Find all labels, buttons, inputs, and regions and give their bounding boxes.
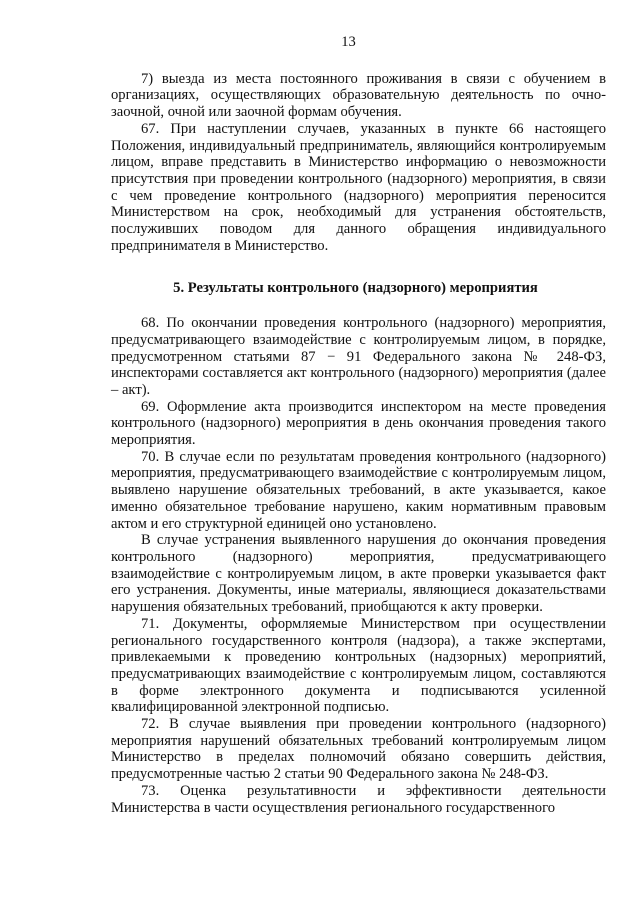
- paragraph-70: 70. В случае если по результатам проведения контрольного (надзорного) мероприятия, предусматривающего взаимодействие с контролируемым лицом, выявлено нарушение обязательных требований, в акте указывается, какое именно обязательное требование нарушено, каким нормативным правовым актом и его структурной единицей оно установлено.: [111, 448, 606, 532]
- paragraph-68: 68. По окончании проведения контрольного (надзорного) мероприятия, предусматривающего взаимодействие с контролируемым лицом, в порядке, предусмотренном статьями 87 − 91 Федерального закона № 248-ФЗ, инспекторами составляется акт контрольного (надзорного) мероприятия (далее – акт).: [111, 315, 606, 398]
- paragraph-67: 67. При наступлении случаев, указанных в пункте 66 настоящего Положения, индивидуальный предприниматель, являющийся контролируемым лицом, вправе представить в Министерство информацию о невозможности присутствия при проведении контрольного (надзорного) мероприятия, в связи с чем проведение контрольного (надзорного) мероприятия переносится Министерством на срок, необходимый для устранения обстоятельств, послуживших поводом для данного обращения индивидуального предпринимателя в Министерство.: [111, 120, 606, 254]
- paragraph-70-continuation: В случае устранения выявленного нарушения до окончания проведения контрольного (надзорного) мероприятия, предусматривающего взаимодействие с контролируемым лицом, в акте проверки указывается факт его устранения. Документы, иные материалы, являющиеся доказательствами нарушения обязательных требований, приобщаются к акту проверки.: [111, 532, 606, 616]
- paragraph-72: 72. В случае выявления при проведении контрольного (надзорного) мероприятия нарушений обязательных требований контролируемым лицом Министерство в пределах полномочий обязано совершить действия, предусмотренные частью 2 статьи 90 Федерального закона № 248-ФЗ.: [111, 716, 606, 783]
- page-number: 13: [341, 34, 356, 50]
- section-heading: 5. Результаты контрольного (надзорного) мероприятия: [173, 280, 538, 297]
- paragraph-item-7: 7) выезда из места постоянного проживания в связи с обучением в организациях, осуществляющих образовательную деятельность по очно-заочной, очной или заочной формам обучения.: [111, 70, 606, 121]
- paragraph-69: 69. Оформление акта производится инспектором на месте проведения контрольного (надзорного) мероприятия в день окончания проведения такого мероприятия.: [111, 398, 606, 449]
- paragraph-71: 71. Документы, оформляемые Министерством при осуществлении регионального государственного контроля (надзора), а также экспертами, привлекаемыми к проведению контрольных (надзорных) мероприятий, предусматривающих взаимодействие с контролируемым лицом, составляются в форме электронного документа и подписываются усиленной квалифицированной электронной подписью.: [111, 615, 606, 716]
- paragraph-73: 73. Оценка результативности и эффективности деятельности Министерства в части осуществления регионального государственного: [111, 782, 606, 816]
